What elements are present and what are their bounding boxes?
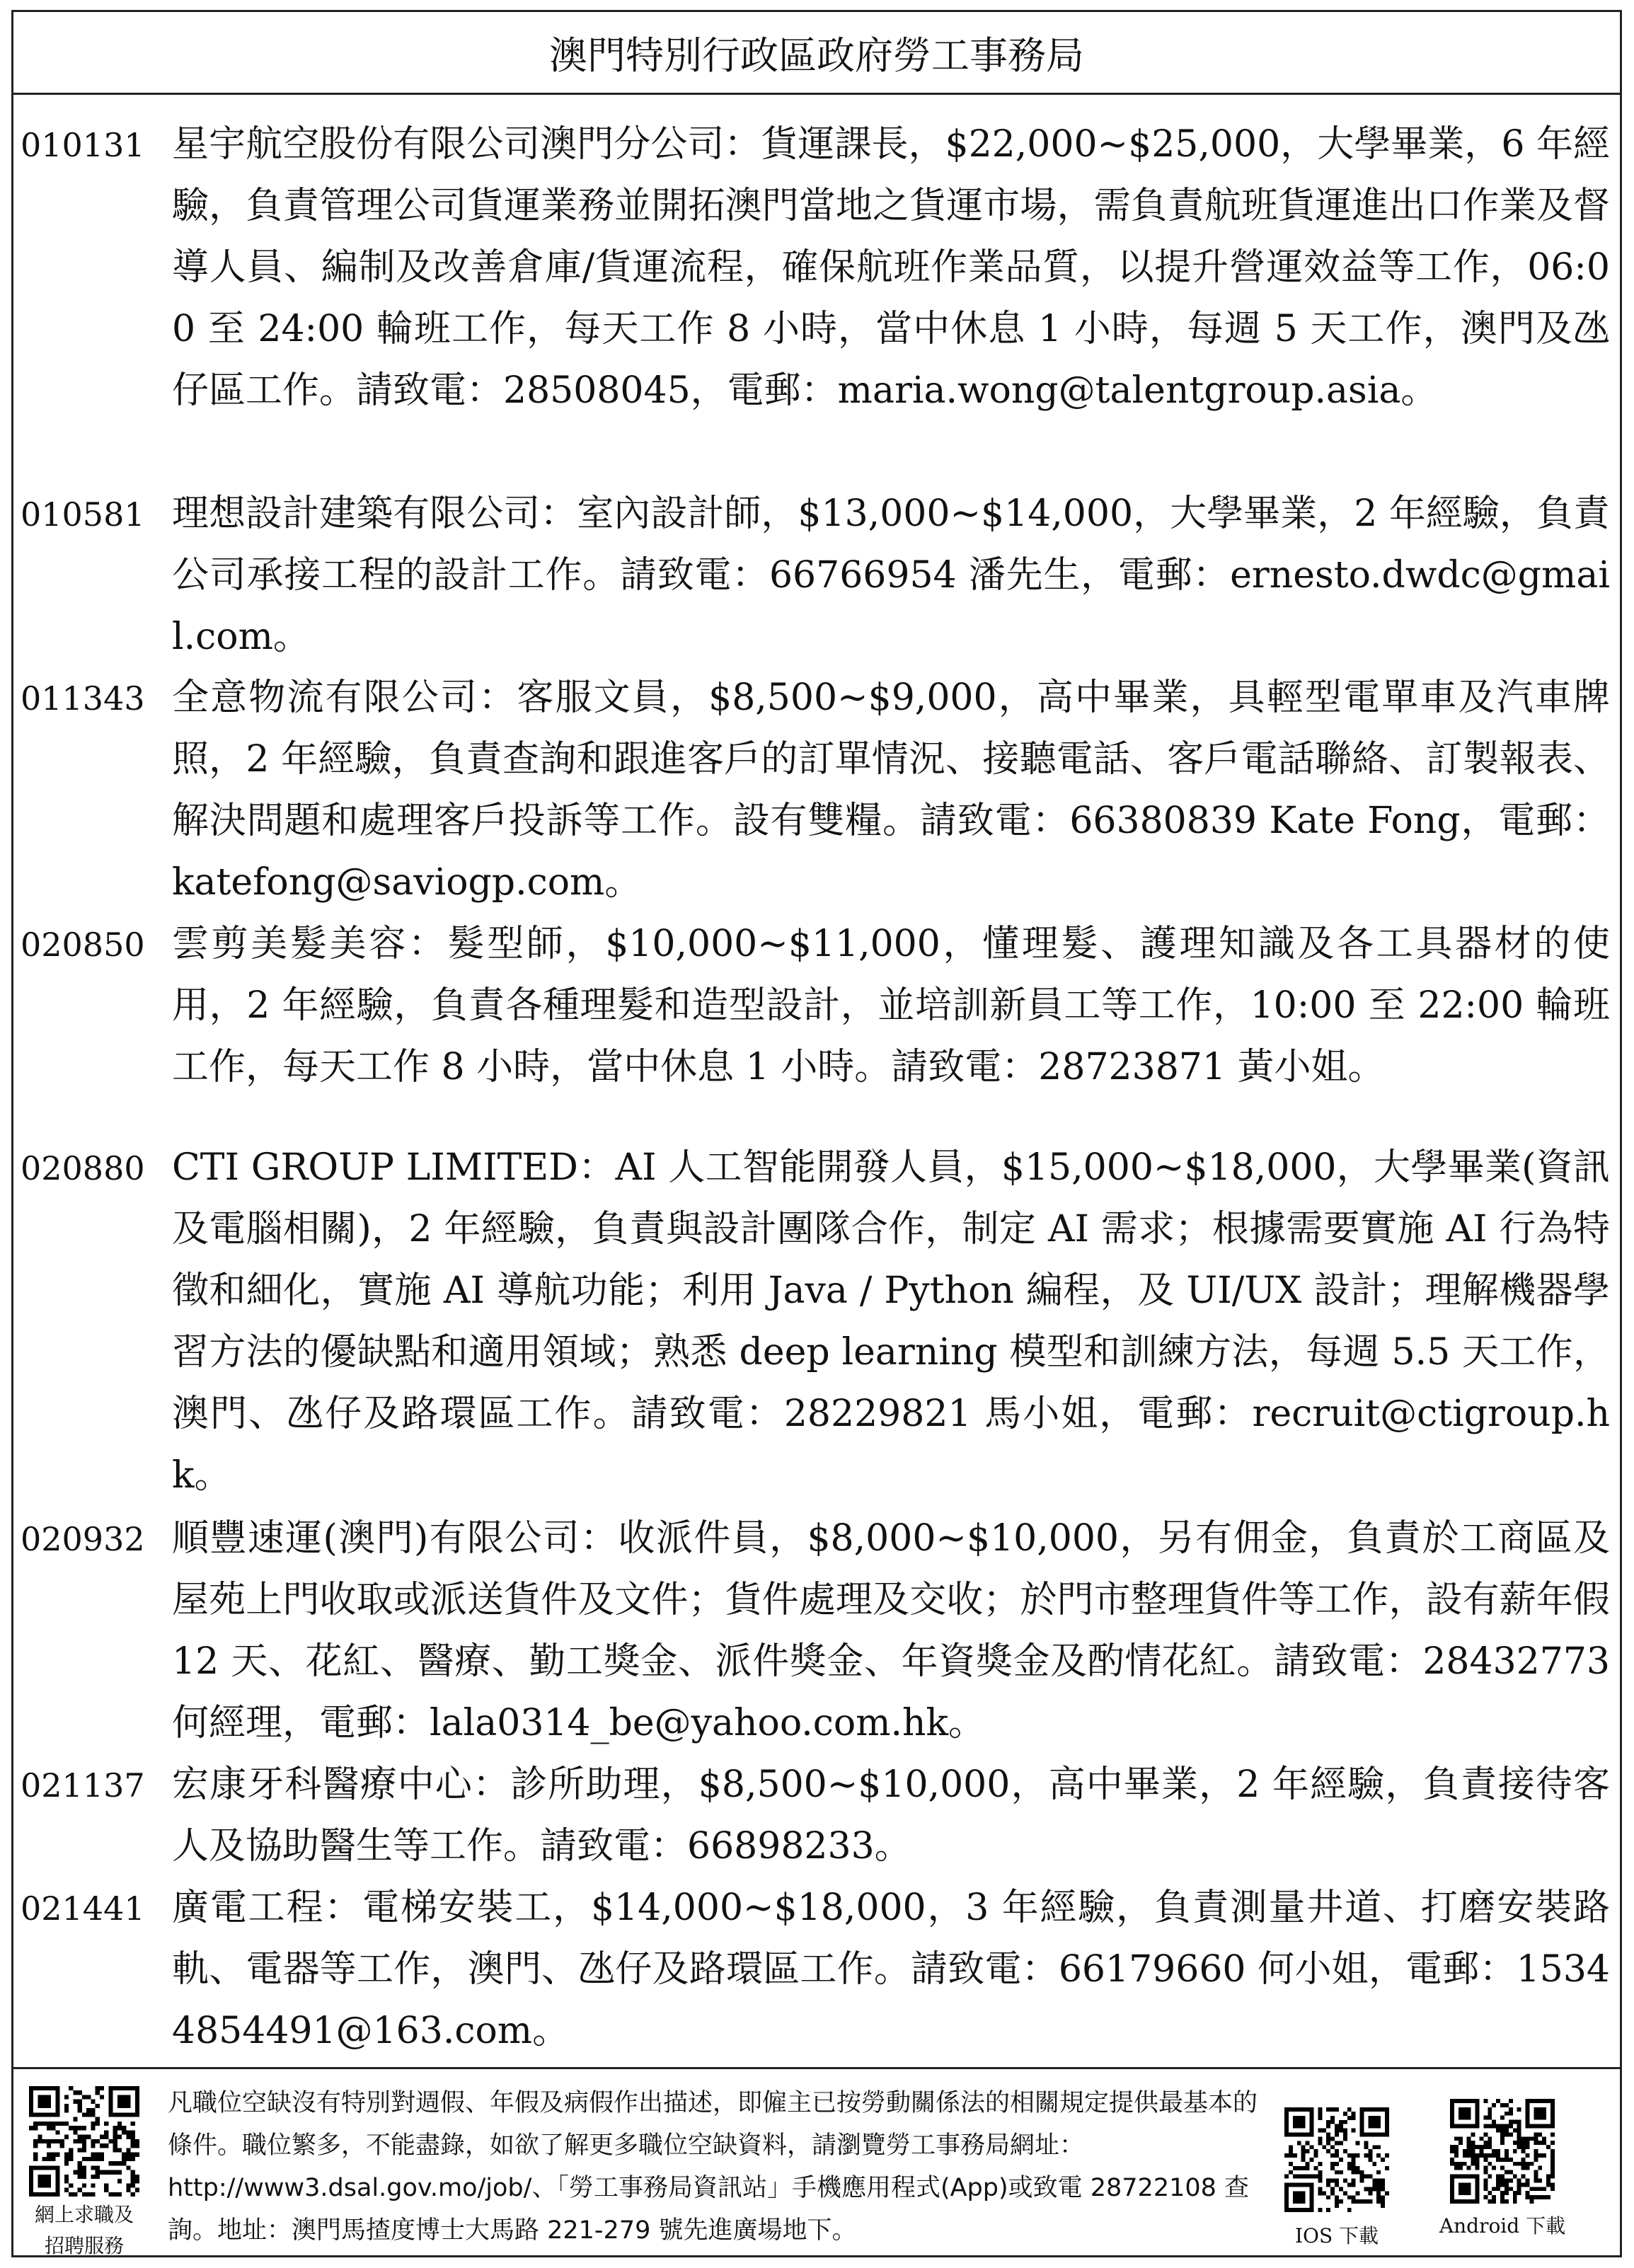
job-id: 011343: [21, 679, 145, 718]
notice-frame: [11, 10, 1622, 2257]
job-description: 宏康牙科醫療中心：診所助理，$8,500~$10,000，高中畢業，2 年經驗，負責接待客人及協助醫生等工作。請致電：66898233。: [172, 1763, 1610, 1867]
qr-android-caption: Android 下載: [1439, 2214, 1566, 2238]
job-description: 理想設計建築有限公司：室內設計師，$13,000~$14,000，大學畢業，2 年經驗，負責公司承接工程的設計工作。請致電：66766954 潘先生，電郵：ernesto.dwdc@gmail.com。: [172, 493, 1610, 658]
job-id: 020850: [21, 926, 145, 964]
job-id: 020932: [21, 1520, 145, 1558]
job-id: 010581: [21, 495, 145, 534]
job-description: CTI GROUP LIMITED：AI 人工智能開發人員，$15,000~$18,000，大學畢業(資訊及電腦相關)，2 年經驗，負責與設計團隊合作，制定 AI 需求；根據需要實施 AI 行為特徵和細化，實施 AI 導航功能；利用 Java / Python 編程，及 UI/UX 設計；理解機器學習方法的優缺點和適用領域；熟悉 deep learning 模型和訓練方法，每週 5.5 天工作，澳門、氹仔及路環區工作。請致電：28229821 馬小姐，電郵：recruit@ctigroup.hk。: [172, 1146, 1610, 1497]
job-id: 021441: [21, 1889, 145, 1928]
job-description: 順豐速運(澳門)有限公司：收派件員，$8,000~$10,000，另有佣金，負責於工商區及屋苑上門收取或派送貨件及文件；貨件處理及交收；於門市整理貨件等工作，設有薪年假 12 天、花紅、醫療、勤工獎金、派件獎金、年資獎金及酌情花紅。請致電：28432773 何經理，電郵：lala0314_be@yahoo.com.hk。: [172, 1517, 1610, 1744]
qr-code-android-icon[interactable]: [1450, 2099, 1555, 2204]
footer: [13, 2067, 1620, 2255]
qr-code-icon[interactable]: [29, 2086, 139, 2197]
job-description: 廣電工程：電梯安裝工，$14,000~$18,000，3 年經驗，負責測量井道、打磨安裝路軌、電器等工作，澳門、氹仔及路環區工作。請致電：66179660 何小姐，電郵：15344854491@163.com。: [172, 1887, 1610, 2052]
qr-ios-caption: IOS 下載: [1294, 2224, 1379, 2247]
job-description: 全意物流有限公司：客服文員，$8,500~$9,000，高中畢業，具輕型電單車及汽車牌照，2 年經驗，負責查詢和跟進客戶的訂單情況、接聽電話、客戶電話聯絡、訂製報表、解決問題和處理客戶投訴等工作。設有雙糧。請致電：66380839 Kate Fong，電郵：katefong@saviogp.com。: [172, 677, 1610, 904]
job-description: 星宇航空股份有限公司澳門分公司：貨運課長，$22,000~$25,000，大學畢業，6 年經驗，負責管理公司貨運業務並開拓澳門當地之貨運市場，需負責航班貨運進出口作業及督導人員、編制及改善倉庫/貨運流程，確保航班作業品質，以提升營運效益等工作，06:00 至 24:00 輪班工作，每天工作 8 小時，當中休息 1 小時，每週 5 天工作，澳門及氹仔區工作。請致電：28508045，電郵：maria.wong@talentgroup.asia。: [172, 123, 1610, 412]
job-description: 雲剪美髮美容：髮型師，$10,000~$11,000，懂理髮、護理知識及各工具器材的使用，2 年經驗，負責各種理髮和造型設計，並培訓新員工等工作，10:00 至 22:00 輪班工作，每天工作 8 小時，當中休息 1 小時。請致電：28723871 黃小姐。: [172, 923, 1610, 1088]
job-id: 020880: [21, 1149, 145, 1187]
qr-code-ios-icon[interactable]: [1284, 2107, 1389, 2212]
footer-notice: 凡職位空缺沒有特別對週假、年假及病假作出描述，即僱主已按勞動關係法的相關規定提供最基本的條件。職位繁多，不能盡錄，如欲了解更多職位空缺資料，請瀏覽勞工事務局網址：http://www3.dsal.gov.mo/job/、「勞工事務局資訊站」手機應用程式(App)或致電 28722108 查詢。地址：澳門馬揸度博士大馬路 221-279 號先進廣場地下。: [168, 2089, 1258, 2245]
qr-caption: 網上求職及 招聘服務: [34, 2203, 134, 2257]
page-title: 澳門特別行政區政府勞工事務局: [13, 12, 1620, 95]
job-id: 021137: [21, 1766, 145, 1804]
job-id: 010131: [21, 126, 145, 164]
